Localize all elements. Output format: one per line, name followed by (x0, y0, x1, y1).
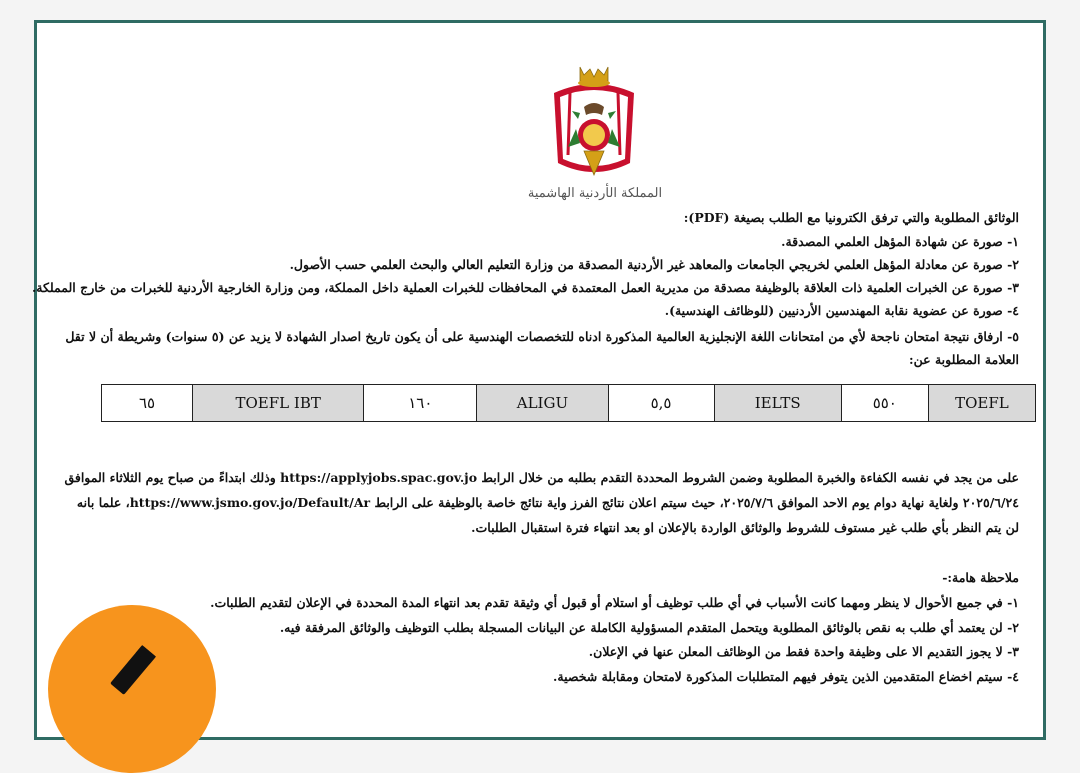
note-item: ١- في جميع الأحوال لا ينظر ومهما كانت الأسباب في أي طلب توظيف أو استلام أو قبول أي وثيقة تقدم بعد انتهاء المدة المحددة في الإعلان لتقديم الطلبات. (210, 595, 1019, 610)
jordan-coat-of-arms-icon (550, 63, 638, 181)
document-item: ٤- صورة عن عضوية نقابة المهندسين الأردنيين (للوظائف الهندسية). (664, 303, 1019, 318)
score-cell: ٥,٥ (608, 385, 714, 422)
document-item: ٢- صورة عن معادلة المؤهل العلمي لخريجي الجامعات والمعاهد غير الأردنية المصدقة من وزارة التعليم العالي والبحث العلمي حسب الأصول. (289, 257, 1019, 272)
document-item: ٥- ارفاق نتيجة امتحان ناجحة لأي من امتحانات اللغة الإنجليزية العالمية المذكورة ادناه للتخصصات الهندسية على أن يكون تاريخ اصدار الشهادة لا يزيد عن (٥ سنوات) وشريطة أن لا تقل العلامة المطلوبة عن: (65, 329, 1019, 367)
kingdom-caption: المملكة الأردنية الهاشمية (527, 186, 663, 201)
document-item: ٣- صورة عن الخبرات العلمية ذات العلاقة بالوظيفة مصدقة من مديرية العمل المعتمدة في المحافظات للخبرات العملية داخل المملكة، ومن وزارة الخارجية الأردنية للخبرات من خارج المملكة. (31, 280, 1019, 295)
note-item: ٢- لن يعتمد أي طلب به نقص بالوثائق المطلوبة ويتحمل المتقدم المسؤولية الكاملة عن البيانات المسجلة بطلب التوظيف والوثائق المرفقة فيه. (279, 620, 1019, 635)
notes-title: ملاحظة هامة:- (942, 570, 1019, 585)
english-score-table (101, 384, 1036, 422)
test-name-cell: TOEFL IBT (193, 385, 364, 422)
note-item: ٣- لا يجوز التقديم الا على وظيفة واحدة فقط من الوظائف المعلن عنها في الإعلان. (588, 644, 1019, 659)
document-item: ١- صورة عن شهادة المؤهل العلمي المصدقة. (781, 234, 1019, 249)
score-cell: ٦٥ (102, 385, 193, 422)
score-cell: ٥٥٠ (841, 385, 928, 422)
note-item: ٤- سيتم اخضاع المتقدمين الذين يتوفر فيهم المتطلبات المذكورة لامتحان ومقابلة شخصية. (553, 669, 1019, 684)
test-name-cell: IELTS (714, 385, 841, 422)
pencil-icon (104, 643, 160, 713)
edit-fab-button[interactable] (48, 605, 216, 773)
score-cell: ١٦٠ (364, 385, 477, 422)
application-text: لن يتم النظر بأي طلب غير مستوف للشروط والوثائق الواردة بالإعلان او بعد انتهاء فترة استقبال الطلبات. (471, 520, 1019, 535)
test-name-cell: TOEFL (928, 385, 1035, 422)
test-name-cell: ALIGU (477, 385, 608, 422)
documents-intro: الوثائق المطلوبة والتي ترفق الكترونيا مع الطلب بصيغة (PDF): (683, 210, 1019, 225)
application-text: ٢٠٢٥/٦/٢٤ ولغاية نهاية دوام يوم الاحد الموافق ٢٠٢٥/٧/٦، حيث سيتم اعلان نتائج الفرز واية نتائج خاصة بالوظيفة على الرابط https://www.jsmo.gov.jo/Default/Ar، علما بانه (76, 495, 1019, 510)
application-text: على من يجد في نفسه الكفاءة والخبرة المطلوبة وضمن الشروط المحددة التقدم بطلبه من خلال الرابط https://applyjobs.spac.gov.jo وذلك ابتداءً من صباح يوم الثلاثاء الموافق (64, 470, 1019, 485)
